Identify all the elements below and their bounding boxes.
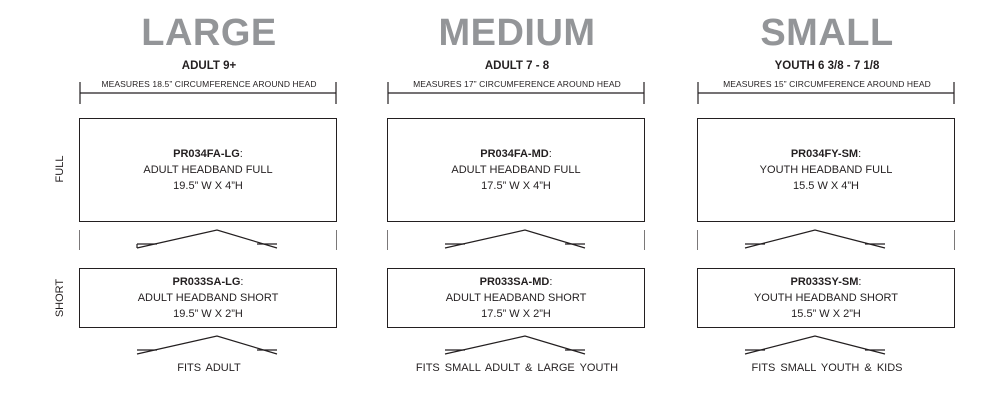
short-headband-box: PR033SY-SM: YOUTH HEADBAND SHORT 15.5” W X 2”H: [697, 268, 955, 328]
full-headband-box: PR034FA-LG: ADULT HEADBAND FULL 19.5” W X 4”H: [79, 118, 337, 222]
headband-outline-icon: [79, 334, 337, 356]
product-size: 19.5” W X 2”H: [173, 308, 243, 320]
product-name: ADULT HEADBAND SHORT: [137, 292, 279, 304]
product-name: ADULT HEADBAND FULL: [451, 164, 581, 176]
product-name: YOUTH HEADBAND FULL: [759, 164, 893, 176]
size-heading: LARGE: [141, 12, 277, 54]
size-range: ADULT 7 - 8: [484, 60, 550, 72]
product-code: PR034FY-SM: [790, 148, 859, 160]
headband-outline-icon: [387, 228, 645, 250]
headband-outline-icon: [697, 334, 955, 356]
product-name: YOUTH HEADBAND SHORT: [753, 292, 899, 304]
product-size: 17.5” W X 4”H: [481, 180, 551, 192]
product-code: PR034FA-LG: [173, 148, 240, 160]
full-row-label: FULL: [54, 155, 66, 183]
fits-label: FITS SMALL ADULT & LARGE YOUTH: [415, 362, 619, 374]
product-code: PR033SY-SM: [790, 276, 859, 288]
headband-outline-icon: [387, 334, 645, 356]
headband-outline-icon: [79, 228, 337, 250]
product-size: 17.5” W X 2”H: [481, 308, 551, 320]
product-size: 19.5” W X 4”H: [173, 180, 243, 192]
headband-outline-icon: [697, 228, 955, 250]
circumference-note: MEASURES 15” CIRCUMFERENCE AROUND HEAD: [723, 79, 931, 89]
size-range: ADULT 9+: [181, 60, 237, 72]
short-headband-box: PR033SA-MD: ADULT HEADBAND SHORT 17.5” W X 2”H: [387, 268, 645, 328]
product-code: PR033SA-LG: [172, 276, 241, 288]
product-size: 15.5” W X 2”H: [791, 308, 861, 320]
short-row-label: SHORT: [54, 278, 66, 318]
full-headband-box: PR034FA-MD: ADULT HEADBAND FULL 17.5” W X 4”H: [387, 118, 645, 222]
product-size: 15.5 W X 4”H: [792, 180, 860, 192]
circumference-note: MEASURES 17” CIRCUMFERENCE AROUND HEAD: [413, 79, 621, 89]
product-name: ADULT HEADBAND FULL: [143, 164, 273, 176]
product-code: PR033SA-MD: [479, 276, 550, 288]
fits-label: FITS ADULT: [177, 362, 241, 374]
short-headband-box: PR033SA-LG: ADULT HEADBAND SHORT 19.5” W X 2”H: [79, 268, 337, 328]
size-range: YOUTH 6 3/8 - 7 1/8: [774, 60, 880, 72]
circumference-note: MEASURES 18.5” CIRCUMFERENCE AROUND HEAD: [101, 79, 317, 89]
full-headband-box: PR034FY-SM: YOUTH HEADBAND FULL 15.5 W X 4”H: [697, 118, 955, 222]
product-code: PR034FA-MD: [480, 148, 549, 160]
product-name: ADULT HEADBAND SHORT: [445, 292, 587, 304]
size-heading: SMALL: [760, 12, 894, 54]
fits-label: FITS SMALL YOUTH & KIDS: [751, 362, 903, 374]
size-heading: MEDIUM: [438, 12, 596, 54]
